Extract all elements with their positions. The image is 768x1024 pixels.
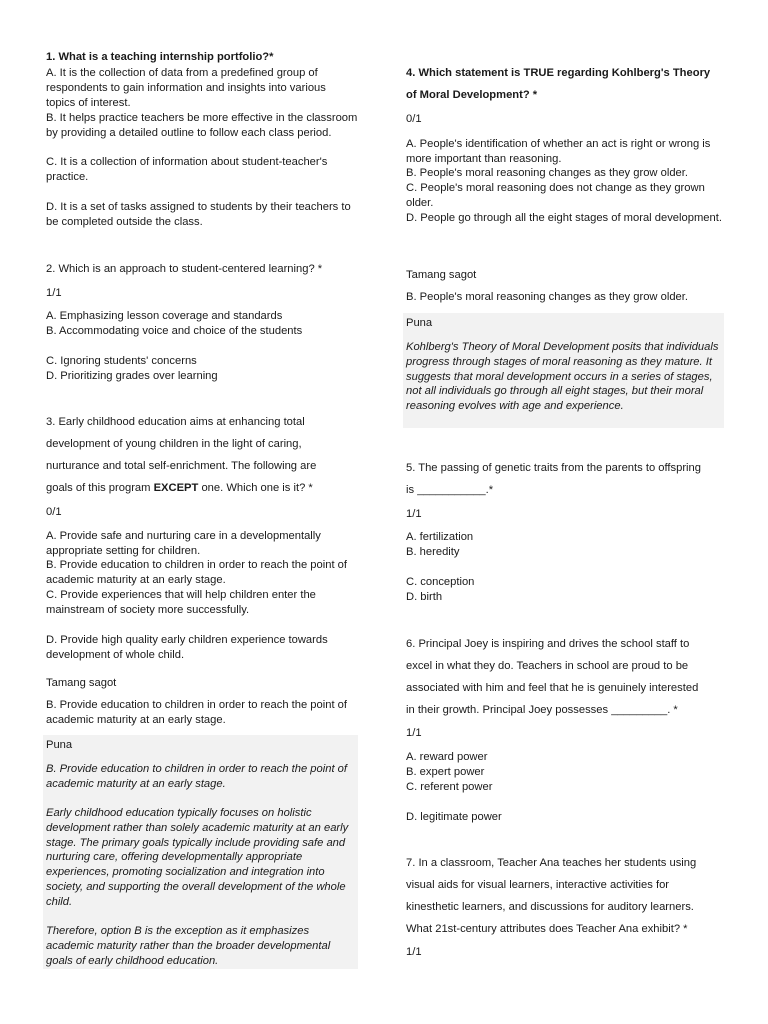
- q1-option-b: B. It helps practice teachers be more effective in the classroom by providing a detailed outline to follow each class period.: [46, 112, 358, 139]
- q3-feedback-text: B. Provide education to children in order to reach the point of academic maturity at an early stage.: [46, 763, 348, 790]
- q6-title-line: in their growth. Principal Joey possesses _________. *: [406, 704, 678, 716]
- q4-correct-answer: B. People's moral reasoning changes as they grow older.: [406, 291, 688, 303]
- q1-option-a: A. It is the collection of data from a predefined group of respondents to gain information and insights into various topics of interest.: [46, 67, 326, 109]
- q1-option-c: C. It is a collection of information about student-teacher's practice.: [46, 156, 328, 183]
- q6-title-line: associated with him and feel that he is genuinely interested: [406, 682, 699, 694]
- q2-score: 1/1: [46, 287, 62, 299]
- q3-feedback-text: Therefore, option B is the exception as it emphasizes academic maturity rather than the broader developmental goals of early childhood education.: [46, 925, 331, 967]
- q2-option-c: C. Ignoring students' concerns: [46, 355, 197, 367]
- q2-option-d: D. Prioritizing grades over learning: [46, 370, 218, 382]
- q4-feedback-label: Puna: [406, 317, 433, 329]
- q1-option-d: D. It is a set of tasks assigned to students by their teachers to be completed outside the class.: [46, 201, 351, 228]
- q3-feedback-label: Puna: [46, 739, 73, 751]
- q3-title-line: development of young children in the light of caring,: [46, 438, 302, 450]
- q3-correct-answer: B. Provide education to children in order to reach the point of academic maturity at an early stage.: [46, 699, 348, 726]
- q7-score: 1/1: [406, 946, 422, 958]
- q4-title-line: of Moral Development? *: [406, 89, 538, 101]
- q4-option-b: B. People's moral reasoning changes as they grow older.: [406, 167, 688, 179]
- q3-correct-label: Tamang sagot: [46, 677, 117, 689]
- q5-option-c: C. conception: [406, 576, 475, 588]
- q6-option-c: C. referent power: [406, 781, 493, 793]
- q3-option-a: A. Provide safe and nurturing care in a developmentally appropriate setting for children.: [46, 530, 321, 557]
- q3-feedback-box: [43, 735, 358, 969]
- q4-feedback-text: Kohlberg's Theory of Moral Development posits that individuals progress through stages of moral reasoning as they mature. It suggests that moral development occurs in a series of stages, not all individuals go through all eight stages, but their moral reasoning evolves with age and experience.: [406, 341, 719, 413]
- q3-title-line: [46, 481, 358, 496]
- q5-option-d: D. birth: [406, 591, 443, 603]
- q5-title-line: is ___________.*: [406, 484, 494, 496]
- q6-title-line: excel in what they do. Teachers in school are proud to be: [406, 660, 689, 672]
- q6-option-d: D. legitimate power: [406, 811, 502, 823]
- q4-score: 0/1: [406, 113, 422, 125]
- q3-score: 0/1: [46, 506, 62, 518]
- q6-option-b: B. expert power: [406, 766, 485, 778]
- q4-title-line: 4. Which statement is TRUE regarding Kohlberg's Theory: [406, 67, 711, 79]
- q5-option-a: A. fertilization: [406, 531, 474, 543]
- q4-option-d: D. People go through all the eight stages of moral development.: [406, 212, 722, 224]
- q3-title-text: goals of this program: [46, 482, 154, 494]
- q6-option-a: A. reward power: [406, 751, 488, 763]
- q1-title: 1. What is a teaching internship portfolio?*: [46, 51, 274, 63]
- q2-option-a: A. Emphasizing lesson coverage and standards: [46, 310, 283, 322]
- q6-score: 1/1: [406, 727, 422, 739]
- q3-feedback-text: Early childhood education typically focuses on holistic development rather than solely academic maturity at an early stage. The primary goals typically include providing safe and nurturing care, offering developmentally appropriate experiences, promoting socialization and integration into society, and supporting the overall development of the whole child.: [46, 807, 349, 908]
- q4-feedback-box: [403, 313, 724, 428]
- q4-option-c: C. People's moral reasoning does not change as they grown older.: [406, 182, 705, 209]
- q2-title: 2. Which is an approach to student-centered learning? *: [46, 263, 323, 275]
- q3-option-d: D. Provide high quality early children experience towards development of whole child.: [46, 634, 328, 661]
- q5-option-b: B. heredity: [406, 546, 460, 558]
- q2-option-b: B. Accommodating voice and choice of the students: [46, 325, 303, 337]
- q7-title-line: 7. In a classroom, Teacher Ana teaches her students using: [406, 857, 697, 869]
- q3-title-except: EXCEPT: [153, 482, 199, 494]
- q5-title-line: 5. The passing of genetic traits from the parents to offspring: [406, 462, 701, 474]
- q7-title-line: kinesthetic learners, and discussions for auditory learners.: [406, 901, 694, 913]
- q7-title-line: visual aids for visual learners, interactive activities for: [406, 879, 670, 891]
- q6-title-line: 6. Principal Joey is inspiring and drives the school staff to: [406, 638, 690, 650]
- q5-score: 1/1: [406, 508, 422, 520]
- q3-title-line: 3. Early childhood education aims at enhancing total: [46, 416, 305, 428]
- q4-option-a: A. People's identification of whether an act is right or wrong is more important than reasoning.: [406, 138, 711, 165]
- q3-option-b: B. Provide education to children in order to reach the point of academic maturity at an early stage.: [46, 559, 348, 586]
- q4-correct-label: Tamang sagot: [406, 269, 477, 281]
- q3-option-c: C. Provide experiences that will help children enter the mainstream of society more successfully.: [46, 589, 316, 616]
- q7-title-line: What 21st-century attributes does Teacher Ana exhibit? *: [406, 923, 688, 935]
- q3-title-line: nurturance and total self-enrichment. The following are: [46, 460, 317, 472]
- q3-title-text: one. Which one is it? *: [198, 482, 313, 494]
